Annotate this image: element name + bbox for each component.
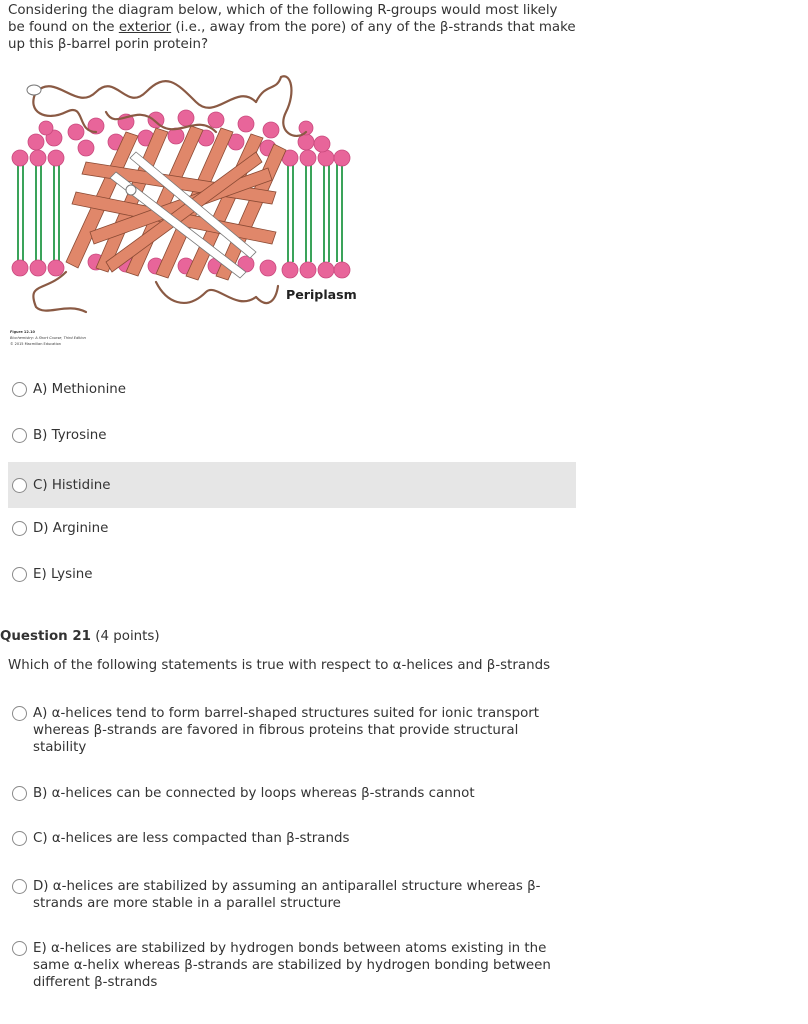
question-title: Question 21	[0, 629, 91, 644]
radio-button[interactable]	[12, 786, 27, 801]
option-label: B) Tyrosine	[33, 428, 107, 443]
option-label: A) α-helices tend to form barrel-shaped structures suited for ionic transport whereas β-strands are favored in fibrous proteins that provide structural stability	[33, 706, 540, 755]
q21-option-b[interactable]	[8, 785, 576, 802]
figure-caption-number: Figure 12.10	[10, 330, 35, 334]
radio-button[interactable]	[12, 706, 27, 721]
question-21-prompt: Which of the following statements is true with respect to α-helices and β-strands	[8, 658, 551, 673]
figure-caption-copyright: © 2015 Macmillan Education	[10, 342, 61, 346]
white-lipid-marker	[27, 85, 41, 95]
periplasm-label: Periplasm	[286, 287, 357, 302]
radio-button[interactable]	[12, 831, 27, 846]
q20-option-c[interactable]	[8, 462, 576, 508]
question-text-part1: Considering the diagram below, which of the following R-groups would most likely be found on the	[8, 3, 558, 35]
q21-option-a[interactable]	[8, 705, 556, 756]
option-label: E) α-helices are stabilized by hydrogen bonds between atoms existing in the same α-helix whereas β-strands are stabilized by hydrogen bonding between different β-strands	[33, 941, 551, 990]
option-label: C) α-helices are less compacted than β-strands	[33, 831, 350, 846]
radio-button[interactable]	[12, 478, 27, 493]
question-points: (4 points)	[95, 629, 160, 644]
question-text-part2: (i.e., away from the pore) of any of the β-strands that make up this β-barrel porin protein?	[8, 20, 576, 52]
q21-option-c[interactable]	[8, 830, 576, 847]
question-20-text	[8, 2, 578, 53]
option-label: E) Lysine	[33, 567, 93, 582]
q21-option-e[interactable]	[8, 940, 580, 991]
q20-option-b[interactable]	[8, 427, 576, 444]
q20-option-a[interactable]	[8, 381, 576, 398]
radio-button[interactable]	[12, 879, 27, 894]
q21-option-d[interactable]	[8, 878, 556, 912]
question-text-underlined: exterior	[118, 20, 172, 35]
option-label: C) Histidine	[33, 477, 111, 493]
option-label: B) α-helices can be connected by loops whereas β-strands cannot	[33, 786, 475, 801]
q20-option-d[interactable]	[8, 520, 576, 537]
figure-caption-book: Biochemistry: A Short Course, Third Edition	[10, 336, 86, 340]
radio-button[interactable]	[12, 941, 27, 956]
porin-diagram	[6, 72, 358, 360]
radio-button[interactable]	[12, 521, 27, 536]
option-label: A) Methionine	[33, 382, 127, 397]
radio-button[interactable]	[12, 428, 27, 443]
porin-illustration	[6, 72, 358, 322]
q20-option-e[interactable]	[8, 566, 576, 583]
radio-button[interactable]	[12, 567, 27, 582]
question-21-header	[0, 628, 160, 645]
white-lipid-marker-2	[126, 185, 136, 195]
option-label: D) Arginine	[33, 521, 109, 536]
option-label: D) α-helices are stabilized by assuming an antiparallel structure whereas β-strands are more stable in a parallel structure	[33, 879, 541, 911]
radio-button[interactable]	[12, 382, 27, 397]
